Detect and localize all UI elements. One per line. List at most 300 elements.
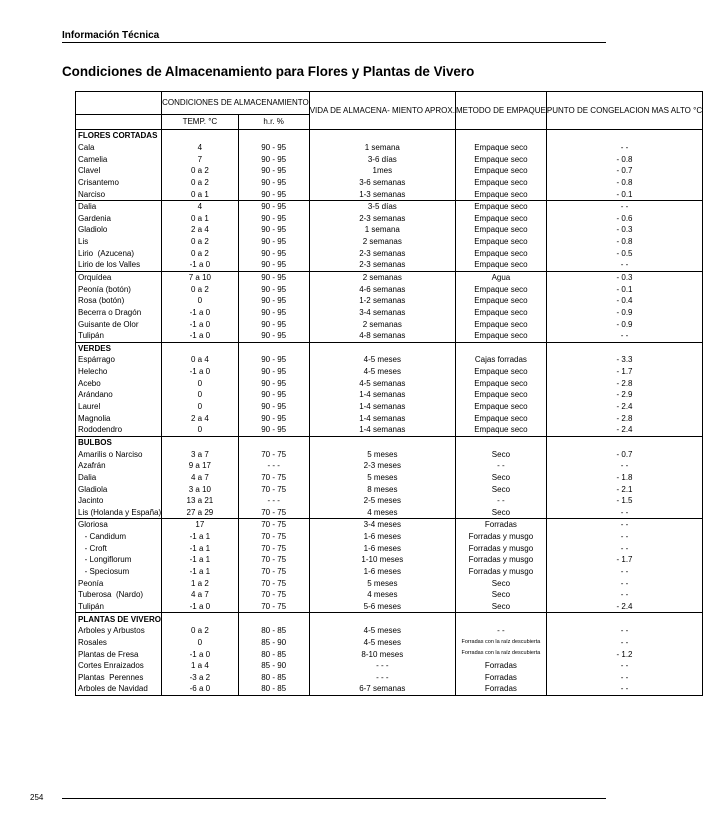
packing-cell: Empaque seco (455, 142, 546, 154)
freezing-point-cell: - - (546, 589, 702, 601)
temp-cell: 3 a 7 (162, 448, 238, 460)
humidity-cell: 90 - 95 (238, 412, 309, 424)
product-name: Dalia (76, 472, 162, 484)
product-name: Peonía (76, 577, 162, 589)
packing-cell: Forradas (455, 671, 546, 683)
table-row (76, 295, 703, 307)
humidity-cell: - - - (238, 460, 309, 472)
table-row (76, 495, 703, 507)
table-row (76, 472, 703, 484)
humidity-cell: 90 - 95 (238, 247, 309, 259)
section-title: VERDES (76, 342, 162, 354)
freezing-point-cell: - - (546, 625, 702, 637)
table-row (76, 307, 703, 319)
page-number: 254 (30, 793, 44, 802)
storage-life-cell: 6-7 semanas (309, 683, 455, 695)
temp-cell: 0 a 2 (162, 165, 238, 177)
packing-cell: Empaque seco (455, 224, 546, 236)
temp-cell: 4 (162, 200, 238, 212)
product-name: - Croft (76, 542, 162, 554)
freezing-point-cell: - - (546, 637, 702, 649)
humidity-cell: 90 - 95 (238, 424, 309, 436)
temp-cell: 0 (162, 637, 238, 649)
storage-life-cell: 1 semana (309, 142, 455, 154)
table-row (76, 247, 703, 259)
product-name: Lirio de los Valles (76, 259, 162, 271)
freezing-point-cell: - 2.4 (546, 401, 702, 413)
temp-cell: 4 (162, 142, 238, 154)
table-row (76, 601, 703, 613)
freezing-point-cell: - 0.8 (546, 236, 702, 248)
product-name: Crisantemo (76, 177, 162, 189)
table-row (76, 224, 703, 236)
product-name: Rododendro (76, 424, 162, 436)
packing-note: Forradas con la raíz descubierta (461, 650, 541, 657)
packing-cell: Empaque seco (455, 295, 546, 307)
product-name: Jacinto (76, 495, 162, 507)
freezing-point-cell: - 2.9 (546, 389, 702, 401)
freezing-point-cell: - - (546, 577, 702, 589)
table-row (76, 577, 703, 589)
humidity-cell: 80 - 85 (238, 648, 309, 660)
product-name: Plantas Perennes (76, 671, 162, 683)
product-name: Lis (76, 236, 162, 248)
humidity-cell: 90 - 95 (238, 212, 309, 224)
table-row (76, 318, 703, 330)
humidity-cell: 90 - 95 (238, 224, 309, 236)
freezing-point-cell: - - (546, 660, 702, 672)
storage-life-cell: 1 semana (309, 224, 455, 236)
product-name: Becerra o Dragón (76, 307, 162, 319)
table-row (76, 589, 703, 601)
product-name: Lirio (Azucena) (76, 247, 162, 259)
table-row (76, 330, 703, 342)
temp-cell: 13 a 21 (162, 495, 238, 507)
product-name: Cala (76, 142, 162, 154)
table-row (76, 412, 703, 424)
freezing-point-cell: - - (546, 330, 702, 342)
product-name: - Longiflorum (76, 554, 162, 566)
humidity-cell: 90 - 95 (238, 295, 309, 307)
storage-life-cell: 4-5 meses (309, 354, 455, 366)
temp-cell: 0 a 4 (162, 354, 238, 366)
freezing-point-cell: - 1.7 (546, 366, 702, 378)
storage-life-cell: - - - (309, 671, 455, 683)
freezing-point-cell: - 0.9 (546, 307, 702, 319)
temp-cell: -1 a 0 (162, 307, 238, 319)
packing-cell: Empaque seco (455, 307, 546, 319)
table-row (76, 271, 703, 283)
storage-life-cell: 5 meses (309, 472, 455, 484)
humidity-cell: 90 - 95 (238, 259, 309, 271)
freezing-point-cell: - 0.8 (546, 177, 702, 189)
freezing-point-cell: - 0.7 (546, 448, 702, 460)
humidity-cell: 90 - 95 (238, 389, 309, 401)
humidity-cell: 70 - 75 (238, 519, 309, 531)
freezing-point-cell: - - (546, 519, 702, 531)
product-name: Guisante de Olor (76, 318, 162, 330)
product-name: Amarilis o Narciso (76, 448, 162, 460)
product-name: - Speciosum (76, 566, 162, 578)
packing-cell: Empaque seco (455, 330, 546, 342)
product-name: - Candidum (76, 531, 162, 543)
storage-life-cell: 2 semanas (309, 271, 455, 283)
storage-life-cell: 2-3 meses (309, 460, 455, 472)
table-row (76, 424, 703, 436)
freezing-point-cell: - 0.4 (546, 295, 702, 307)
storage-life-cell: 2-3 semanas (309, 247, 455, 259)
storage-life-cell: 4-5 meses (309, 625, 455, 637)
temp-cell: -1 a 1 (162, 566, 238, 578)
storage-life-cell: 4-5 meses (309, 366, 455, 378)
freezing-point-cell: - 2.4 (546, 601, 702, 613)
footer-rule (62, 798, 606, 799)
storage-life-cell: 1-6 meses (309, 542, 455, 554)
temp-cell: 0 (162, 377, 238, 389)
packing-cell: Forradas (455, 683, 546, 695)
storage-life-cell: 4 meses (309, 507, 455, 519)
packing-cell: Empaque seco (455, 412, 546, 424)
product-name: Azafrán (76, 460, 162, 472)
humidity-cell: 90 - 95 (238, 307, 309, 319)
humidity-cell: 70 - 75 (238, 589, 309, 601)
packing-cell: Empaque seco (455, 318, 546, 330)
temp-cell: 0 (162, 389, 238, 401)
humidity-cell: 70 - 75 (238, 554, 309, 566)
temp-cell: 2 a 4 (162, 412, 238, 424)
storage-life-cell: 3-6 semanas (309, 177, 455, 189)
table-row (76, 153, 703, 165)
storage-life-cell: 2 semanas (309, 236, 455, 248)
humidity-cell: 70 - 75 (238, 566, 309, 578)
storage-life-cell: 4 meses (309, 589, 455, 601)
humidity-cell: 70 - 75 (238, 448, 309, 460)
product-name: Dalia (76, 200, 162, 212)
packing-cell: Forradas (455, 660, 546, 672)
temp-cell: 0 a 1 (162, 212, 238, 224)
product-name: Helecho (76, 366, 162, 378)
table-row (76, 448, 703, 460)
storage-life-cell: 8 meses (309, 483, 455, 495)
table-row (76, 671, 703, 683)
section-row (76, 130, 703, 142)
freezing-point-cell: - 2.8 (546, 377, 702, 389)
freezing-point-cell: - 2.4 (546, 424, 702, 436)
storage-life-cell: 4-6 semanas (309, 283, 455, 295)
packing-cell: Empaque seco (455, 177, 546, 189)
storage-life-cell: - - - (309, 660, 455, 672)
storage-life-cell: 1-4 semanas (309, 424, 455, 436)
packing-cell: Empaque seco (455, 212, 546, 224)
humidity-cell: 90 - 95 (238, 283, 309, 295)
product-name: Arándano (76, 389, 162, 401)
storage-life-cell: 8-10 meses (309, 648, 455, 660)
humidity-cell: 70 - 75 (238, 531, 309, 543)
humidity-cell: 70 - 75 (238, 601, 309, 613)
packing-cell: Empaque seco (455, 200, 546, 212)
temp-cell: 27 a 29 (162, 507, 238, 519)
storage-life-cell: 5-6 meses (309, 601, 455, 613)
packing-cell: Agua (455, 271, 546, 283)
storage-life-cell: 5 meses (309, 577, 455, 589)
storage-life-cell: 3-4 meses (309, 519, 455, 531)
freezing-point-cell: - 1.5 (546, 495, 702, 507)
freezing-point-cell: - - (546, 142, 702, 154)
packing-cell: Empaque seco (455, 424, 546, 436)
temp-cell: 0 (162, 295, 238, 307)
humidity-cell: 70 - 75 (238, 542, 309, 554)
section-header: Información Técnica (62, 30, 160, 41)
table-row (76, 660, 703, 672)
temp-cell: 0 a 2 (162, 283, 238, 295)
humidity-cell: 70 - 75 (238, 507, 309, 519)
freezing-point-cell: - 0.6 (546, 212, 702, 224)
storage-life-cell: 3-6 días (309, 153, 455, 165)
freezing-point-cell: - 1.2 (546, 648, 702, 660)
header-freezing-point: PUNTO DE CONGELACION MAS ALTO °C (546, 92, 702, 130)
section-title: PLANTAS DE VIVERO (76, 613, 162, 625)
packing-cell (455, 637, 546, 649)
product-name: Peonía (botón) (76, 283, 162, 295)
storage-life-cell: 1-6 meses (309, 566, 455, 578)
table-row (76, 401, 703, 413)
product-name: Gladiolo (76, 224, 162, 236)
humidity-cell: 85 - 90 (238, 637, 309, 649)
product-name: Orquídea (76, 271, 162, 283)
humidity-cell: 70 - 75 (238, 577, 309, 589)
humidity-cell: 80 - 85 (238, 625, 309, 637)
table-row (76, 200, 703, 212)
freezing-point-cell: - - (546, 259, 702, 271)
packing-cell: Forradas y musgo (455, 554, 546, 566)
packing-cell: Empaque seco (455, 247, 546, 259)
table-row (76, 507, 703, 519)
temp-cell: -1 a 0 (162, 259, 238, 271)
product-name: Tuberosa (Nardo) (76, 589, 162, 601)
table-row (76, 637, 703, 649)
packing-cell: Forradas y musgo (455, 542, 546, 554)
freezing-point-cell: - - (546, 531, 702, 543)
storage-life-cell: 2-3 semanas (309, 259, 455, 271)
storage-life-cell: 1-3 semanas (309, 188, 455, 200)
temp-cell: 0 a 2 (162, 177, 238, 189)
table-row (76, 531, 703, 543)
product-name: Lis (Holanda y España) (76, 507, 162, 519)
freezing-point-cell: - 1.8 (546, 472, 702, 484)
freezing-point-cell: - 0.8 (546, 153, 702, 165)
section-title: FLORES CORTADAS (76, 130, 162, 142)
table-row (76, 354, 703, 366)
packing-cell: Forradas y musgo (455, 531, 546, 543)
humidity-cell: 90 - 95 (238, 354, 309, 366)
humidity-cell: 90 - 95 (238, 153, 309, 165)
table-row (76, 283, 703, 295)
freezing-point-cell: - 0.3 (546, 271, 702, 283)
storage-life-cell: 2-3 semanas (309, 212, 455, 224)
packing-cell: Empaque seco (455, 377, 546, 389)
table-row (76, 483, 703, 495)
temp-cell: 2 a 4 (162, 224, 238, 236)
product-name: Gloriosa (76, 519, 162, 531)
table-row (76, 188, 703, 200)
humidity-cell: - - - (238, 495, 309, 507)
temp-cell: 0 (162, 401, 238, 413)
freezing-point-cell: - 0.9 (546, 318, 702, 330)
freezing-point-cell: - 2.8 (546, 412, 702, 424)
freezing-point-cell: - - (546, 566, 702, 578)
humidity-cell: 90 - 95 (238, 401, 309, 413)
packing-cell: Seco (455, 472, 546, 484)
packing-cell: Empaque seco (455, 389, 546, 401)
storage-life-cell: 3-5 días (309, 200, 455, 212)
humidity-cell: 70 - 75 (238, 472, 309, 484)
table-row (76, 648, 703, 660)
freezing-point-cell: - 1.7 (546, 554, 702, 566)
freezing-point-cell: - - (546, 460, 702, 472)
humidity-cell: 90 - 95 (238, 366, 309, 378)
product-name: Clavel (76, 165, 162, 177)
storage-life-cell: 1mes (309, 165, 455, 177)
product-name: Rosales (76, 637, 162, 649)
humidity-cell: 90 - 95 (238, 165, 309, 177)
table-row (76, 519, 703, 531)
table-row (76, 554, 703, 566)
freezing-point-cell: - - (546, 671, 702, 683)
packing-cell: Cajas forradas (455, 354, 546, 366)
packing-cell: Empaque seco (455, 165, 546, 177)
table-row (76, 177, 703, 189)
packing-cell: Empaque seco (455, 236, 546, 248)
humidity-cell: 90 - 95 (238, 377, 309, 389)
table-row (76, 366, 703, 378)
product-name: Espárrago (76, 354, 162, 366)
page-title: Condiciones de Almacenamiento para Flores y Plantas de Vivero (62, 64, 475, 79)
temp-cell: 0 a 2 (162, 625, 238, 637)
temp-cell: -6 a 0 (162, 683, 238, 695)
temp-cell: -1 a 0 (162, 601, 238, 613)
packing-cell: Empaque seco (455, 188, 546, 200)
table-row (76, 625, 703, 637)
product-name: Narciso (76, 188, 162, 200)
packing-cell: Empaque seco (455, 259, 546, 271)
table-row (76, 389, 703, 401)
temp-cell: 4 a 7 (162, 589, 238, 601)
packing-cell: - - (455, 460, 546, 472)
humidity-cell: 90 - 95 (238, 271, 309, 283)
humidity-cell: 90 - 95 (238, 330, 309, 342)
table-row (76, 542, 703, 554)
table-row (76, 683, 703, 695)
freezing-point-cell: - 0.5 (546, 247, 702, 259)
freezing-point-cell: - - (546, 507, 702, 519)
freezing-point-cell: - 0.3 (546, 224, 702, 236)
packing-cell: - - (455, 625, 546, 637)
temp-cell: -1 a 0 (162, 648, 238, 660)
packing-cell: Empaque seco (455, 283, 546, 295)
humidity-cell: 85 - 90 (238, 660, 309, 672)
humidity-cell: 80 - 85 (238, 671, 309, 683)
product-name: Plantas de Fresa (76, 648, 162, 660)
product-name: Cortes Enraizados (76, 660, 162, 672)
header-storage-life: VIDA DE ALMACENA- MIENTO APROX. (309, 92, 455, 130)
packing-cell: Seco (455, 601, 546, 613)
packing-note: Forradas con la raíz descubierta (461, 638, 541, 645)
product-name: Rosa (botón) (76, 295, 162, 307)
temp-cell: 0 a 2 (162, 247, 238, 259)
table-row (76, 165, 703, 177)
temp-cell: -1 a 0 (162, 366, 238, 378)
storage-life-cell: 4-5 semanas (309, 377, 455, 389)
temp-cell: -1 a 1 (162, 531, 238, 543)
temp-cell: 0 (162, 424, 238, 436)
product-name: Laurel (76, 401, 162, 413)
storage-life-cell: 4-5 meses (309, 637, 455, 649)
product-name: Tulipán (76, 601, 162, 613)
freezing-point-cell: - 0.1 (546, 283, 702, 295)
storage-life-cell: 1-4 semanas (309, 412, 455, 424)
packing-cell: Seco (455, 577, 546, 589)
temp-cell: 1 a 2 (162, 577, 238, 589)
storage-life-cell: 4-8 semanas (309, 330, 455, 342)
temp-cell: -1 a 1 (162, 554, 238, 566)
section-title: BULBOS (76, 436, 162, 448)
humidity-cell: 80 - 85 (238, 683, 309, 695)
table-row (76, 212, 703, 224)
temp-cell: 4 a 7 (162, 472, 238, 484)
humidity-cell: 70 - 75 (238, 483, 309, 495)
temp-cell: -1 a 1 (162, 542, 238, 554)
storage-life-cell: 2 semanas (309, 318, 455, 330)
storage-life-cell: 1-2 semanas (309, 295, 455, 307)
temp-cell: 3 a 10 (162, 483, 238, 495)
packing-cell: Seco (455, 483, 546, 495)
storage-table (75, 91, 703, 696)
product-name: Camelia (76, 153, 162, 165)
storage-life-cell: 1-10 meses (309, 554, 455, 566)
packing-cell: Empaque seco (455, 401, 546, 413)
product-name: Magnolia (76, 412, 162, 424)
freezing-point-cell: - - (546, 683, 702, 695)
product-name: Tulipán (76, 330, 162, 342)
freezing-point-cell: - - (546, 200, 702, 212)
temp-cell: 1 a 4 (162, 660, 238, 672)
humidity-cell: 90 - 95 (238, 236, 309, 248)
product-name: Acebo (76, 377, 162, 389)
humidity-cell: 90 - 95 (238, 200, 309, 212)
packing-cell: Seco (455, 448, 546, 460)
freezing-point-cell: - - (546, 542, 702, 554)
packing-cell: Forradas y musgo (455, 566, 546, 578)
packing-cell: Seco (455, 589, 546, 601)
product-name: Gladiola (76, 483, 162, 495)
temp-cell: 0 a 2 (162, 236, 238, 248)
packing-cell: Forradas (455, 519, 546, 531)
table-row (76, 377, 703, 389)
temp-cell: 0 a 1 (162, 188, 238, 200)
table-row (76, 236, 703, 248)
freezing-point-cell: - 3.3 (546, 354, 702, 366)
packing-cell: - - (455, 495, 546, 507)
temp-cell: -1 a 0 (162, 318, 238, 330)
packing-cell (455, 648, 546, 660)
freezing-point-cell: - 0.1 (546, 188, 702, 200)
table-row (76, 566, 703, 578)
temp-cell: 9 a 17 (162, 460, 238, 472)
section-row (76, 613, 703, 625)
temp-cell: 7 a 10 (162, 271, 238, 283)
freezing-point-cell: - 0.7 (546, 165, 702, 177)
packing-cell: Empaque seco (455, 153, 546, 165)
